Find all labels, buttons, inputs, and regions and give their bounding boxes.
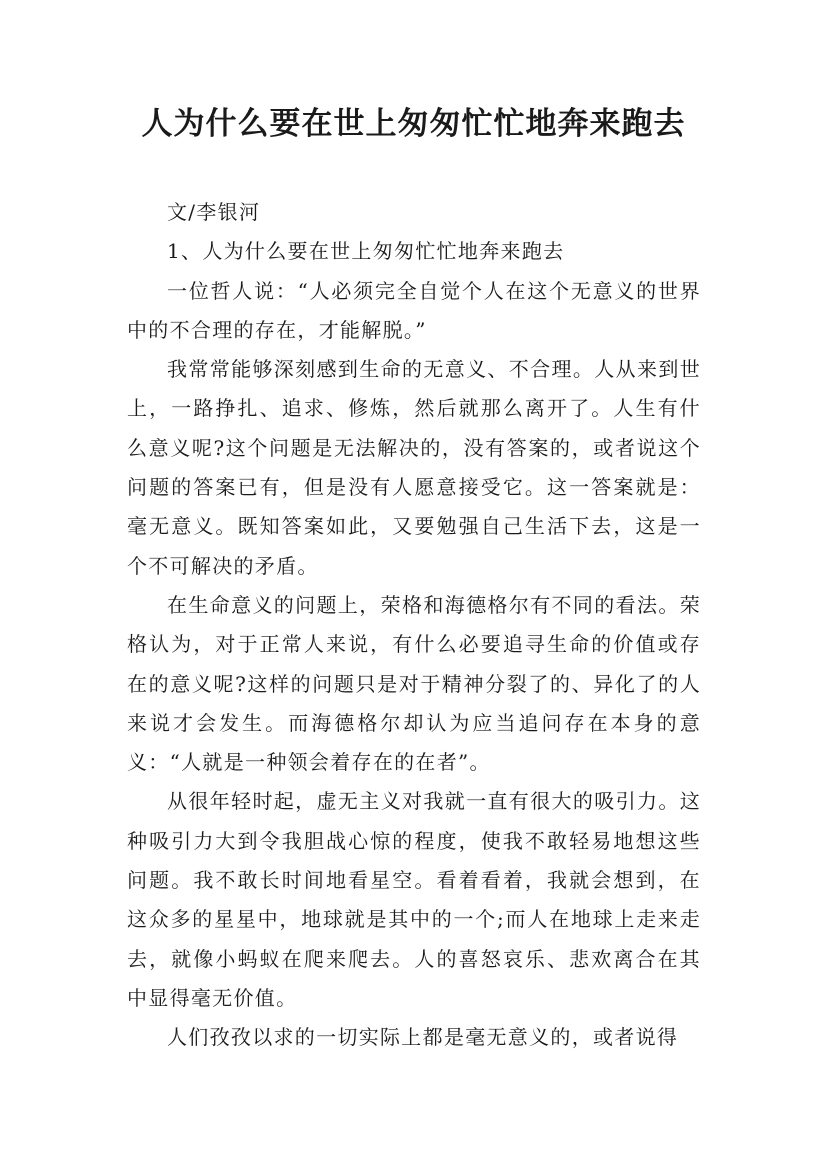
- paragraph: 我常常能够深刻感到生命的无意义、不合理。人从来到世上，一路挣扎、追求、修炼，然后就那么离开了。人生有什么意义呢?这个问题是无法解决的，没有答案的，或者说这个问题的答案已有，但是没有人愿意接受它。这一答案就是：毫无意义。既知答案如此，又要勉强自己生活下去，这是一个不可解决的矛盾。: [127, 357, 701, 578]
- paragraph: 从很年轻时起，虚无主义对我就一直有很大的吸引力。这种吸引力大到令我胆战心惊的程度，使我不敢轻易地想这些问题。我不敢长时间地看星空。看着看着，我就会想到，在这众多的星星中，地球就是其中的一个;而人在地球上走来走去，就像小蚂蚁在爬来爬去。人的喜怒哀乐、悲欢离合在其中显得毫无价值。: [127, 789, 701, 1010]
- paragraph: 一位哲人说：“人必须完全自觉个人在这个无意义的世界中的不合理的存在，才能解脱。”: [127, 278, 701, 342]
- document-body: [127, 193, 701, 1058]
- document-title: 人为什么要在世上匆匆忙忙地奔来跑去: [141, 106, 686, 142]
- paragraph: 在生命意义的问题上，荣格和海德格尔有不同的看法。荣格认为，对于正常人来说，有什么必要追寻生命的价值或存在的意义呢?这样的问题只是对于精神分裂了的、异化了的人来说才会发生。而海德格尔却认为应当追问存在本身的意义：“人就是一种领会着存在的在者”。: [127, 592, 701, 775]
- section-heading: 1、人为什么要在世上匆匆忙忙地奔来跑去: [167, 239, 565, 264]
- paragraph: 人们孜孜以求的一切实际上都是毫无意义的，或者说得: [167, 1025, 679, 1050]
- byline: 文/李银河: [167, 200, 261, 224]
